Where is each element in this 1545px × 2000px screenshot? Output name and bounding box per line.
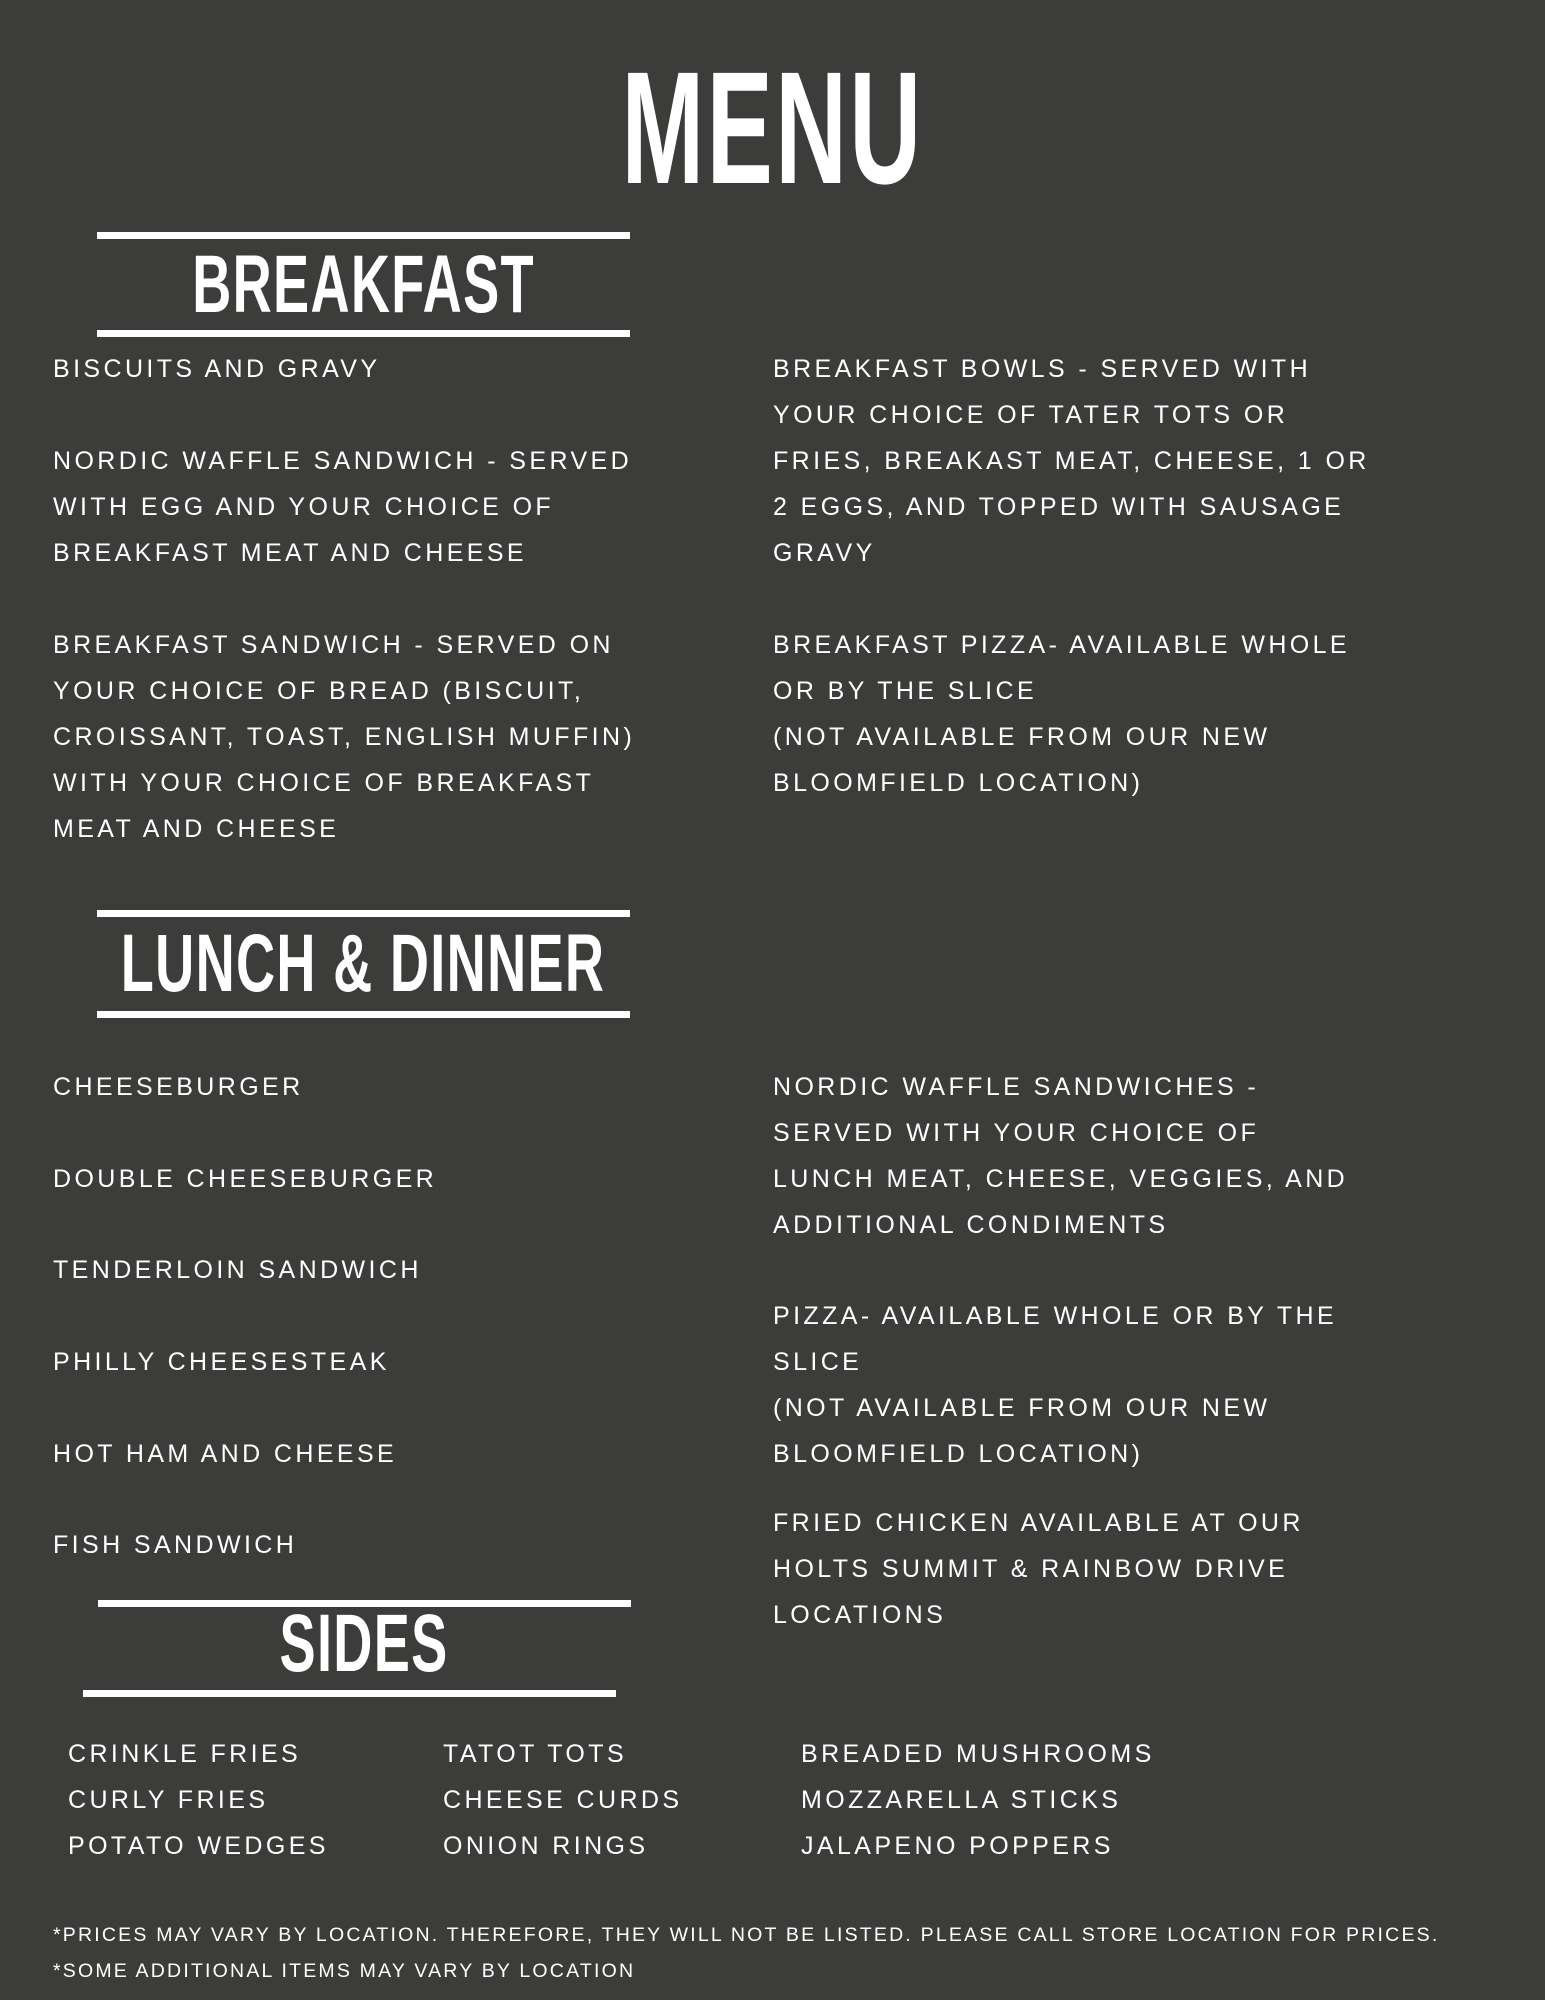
footnote-prices: *PRICES MAY VARY BY LOCATION. THEREFORE, THEY WILL NOT BE LISTED. PLEASE CALL STORE LOCATION FOR PRICES. [53, 1924, 1440, 1946]
side-item-breaded-mushrooms: BREADED MUSHROOMS [801, 1740, 1155, 1768]
side-item-curly-fries: CURLY FRIES [68, 1786, 269, 1814]
menu-item-double-cheeseburger: DOUBLE CHEESEBURGER [53, 1165, 438, 1193]
heading-rule-bottom [97, 1011, 630, 1018]
menu-item-pizza: PIZZA- AVAILABLE WHOLE OR BY THE SLICE (NOT AVAILABLE FROM OUR NEW BLOOMFIELD LOCATION) [773, 1302, 1338, 1468]
menu-item-fish-sandwich: FISH SANDWICH [53, 1531, 298, 1559]
sides-heading-label: SIDES [279, 1597, 450, 1689]
breakfast-heading-label: BREAKFAST [192, 238, 535, 330]
side-item-potato-wedges: POTATO WEDGES [68, 1832, 329, 1860]
heading-rule-bottom [97, 330, 630, 337]
sides-heading [83, 1597, 616, 1697]
lunch-dinner-heading-label: LUNCH & DINNER [121, 918, 606, 1009]
menu-item-biscuits-and-gravy: BISCUITS AND GRAVY [53, 355, 381, 383]
footnote-additional-items: *SOME ADDITIONAL ITEMS MAY VARY BY LOCATION [53, 1960, 636, 1982]
menu-item-tenderloin-sandwich: TENDERLOIN SANDWICH [53, 1256, 422, 1284]
menu-item-fried-chicken: FRIED CHICKEN AVAILABLE AT OUR HOLTS SUMMIT & RAINBOW DRIVE LOCATIONS [773, 1509, 1304, 1629]
menu-item-nordic-waffle-sandwiches: NORDIC WAFFLE SANDWICHES - SERVED WITH YOUR CHOICE OF LUNCH MEAT, CHEESE, VEGGIES, AND ADDITIONAL CONDIMENTS [773, 1073, 1349, 1239]
heading-rule-bottom [83, 1690, 616, 1697]
menu-item-philly-cheesesteak: PHILLY CHEESESTEAK [53, 1348, 390, 1376]
breakfast-heading [97, 232, 630, 337]
side-item-cheese-curds: CHEESE CURDS [443, 1786, 683, 1814]
menu-title: MENU [621, 38, 924, 217]
lunch-dinner-heading [97, 910, 630, 1018]
menu-item-cheeseburger: CHEESEBURGER [53, 1073, 304, 1101]
menu-item-breakfast-pizza: BREAKFAST PIZZA- AVAILABLE WHOLE OR BY THE SLICE (NOT AVAILABLE FROM OUR NEW BLOOMFIELD LOCATION) [773, 631, 1351, 797]
menu-item-breakfast-sandwich: BREAKFAST SANDWICH - SERVED ON YOUR CHOICE OF BREAD (BISCUIT, CROISSANT, TOAST, ENGLISH MUFFIN) WITH YOUR CHOICE OF BREAKFAST MEAT AND CHEESE [53, 631, 636, 843]
menu-item-hot-ham-and-cheese: HOT HAM AND CHEESE [53, 1440, 398, 1468]
side-item-crinkle-fries: CRINKLE FRIES [68, 1740, 302, 1768]
side-item-onion-rings: ONION RINGS [443, 1832, 649, 1860]
side-item-tatot-tots: TATOT TOTS [443, 1740, 628, 1768]
menu-item-nordic-waffle-sandwich: NORDIC WAFFLE SANDWICH - SERVED WITH EGG AND YOUR CHOICE OF BREAKFAST MEAT AND CHEESE [53, 447, 633, 567]
side-item-mozzarella-sticks: MOZZARELLA STICKS [801, 1786, 1122, 1814]
menu-item-breakfast-bowls: BREAKFAST BOWLS - SERVED WITH YOUR CHOICE OF TATER TOTS OR FRIES, BREAKAST MEAT, CHEESE, 1 OR 2 EGGS, AND TOPPED WITH SAUSAGE GRAVY [773, 355, 1370, 567]
side-item-jalapeno-poppers: JALAPENO POPPERS [801, 1832, 1114, 1860]
